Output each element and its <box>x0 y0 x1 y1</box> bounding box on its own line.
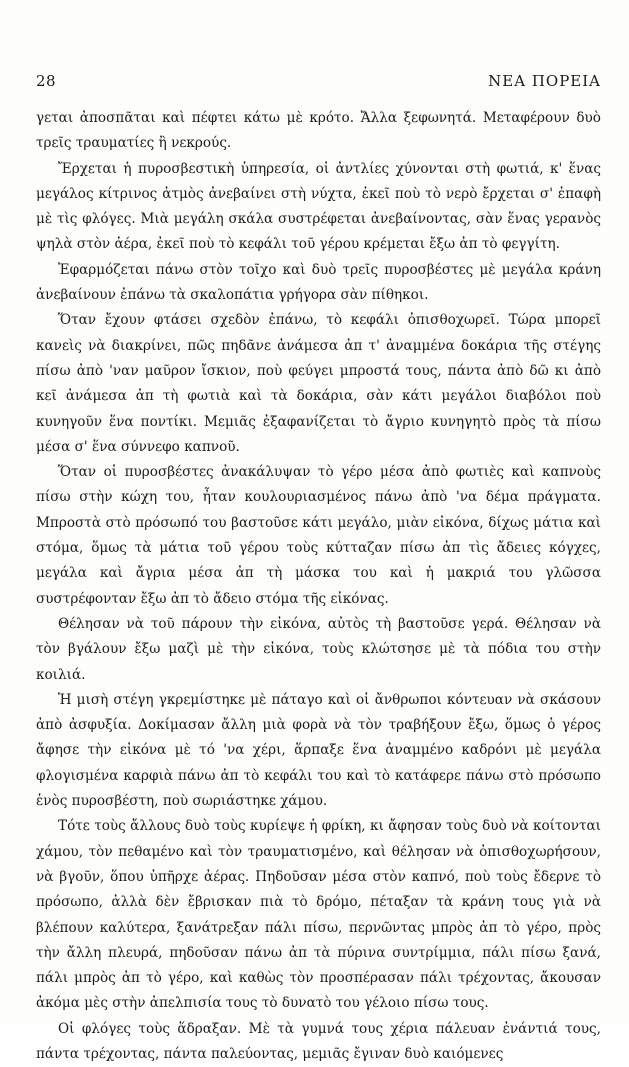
paragraph: Ἐφαρμόζεται πάνω στὸν τοῖχο καὶ δυὸ τρεῖς πυροσβέστες μὲ μεγάλα κράνη ἀνεβαίνουν ἐπάνω τὰ σκαλοπάτια γρήγορα σὰν πίθηκοι. <box>36 261 601 304</box>
paragraph: Ἡ μισὴ στέγη γκρεμίστηκε μὲ πάταγο καὶ οἱ ἄνθρωποι κόντευαν νὰ σκάσουν ἀπὸ ἀσφυξία. Δοκίμασαν ἄλλη μιὰ φορὰ νὰ τὸν τραβήξουν ἔξω, ὅμως ὁ γέρος ἄφησε τὴν εἰκόνα μὲ τό 'να χέρι, ἅρπαξε ἕνα ἀναμμένο καδρόνι μὲ μεγάλα φλογισμένα καρφιὰ πάνω ἀπ τὸ κεφάλι του καὶ τὸ κατάφερε πάνω στὸ πρόσωπο ἑνὸς πυροσβέστη, ποὺ σωριάστηκε χάμου. <box>36 691 601 810</box>
paragraph: Ὅταν ἔχουν φτάσει σχεδὸν ἐπάνω, τὸ κεφάλι ὀπισθοχωρεῖ. Τώρα μπορεῖ κανεὶς νὰ διακρίνει, πῶς πηδᾶνε ἀνάμεσα ἀπ τ' ἀναμμένα δοκάρια τῆς στέγης πίσω ἀπὸ 'ναν μαῦρον ἴσκιον, ποὺ φεύγει μπροστά τους, πάντα ἀπὸ δῶ κι ἀπὸ κεῖ ἀνάμεσα ἀπ τὴ φωτιὰ καὶ τὰ δοκάρια, σὰν κάτι μεγάλοι διαβόλοι ποὺ κυνηγοῦν ἕνα ποντίκι. Μεμιᾶς ἐξαφανίζεται τὸ ἄγριο κυνηγητὸ πρὸς τὰ πίσω μέσα σ' ἕνα σύννεφο καπνοῦ. <box>36 312 601 455</box>
paragraph: Οἱ φλόγες τοὺς ἅδραξαν. Μὲ τὰ γυμνά τους χέρια πάλευαν ἐνάντιά τους, πάντα τρέχοντας, πάντα παλεύοντας, μεμιᾶς ἔγιναν δυὸ καιόμενες <box>36 1020 601 1062</box>
paragraph: Τότε τοὺς ἄλλους δυὸ τοὺς κυρίεψε ἡ φρίκη, κι ἄφησαν τοὺς δυὸ νὰ κοίτονται χάμου, τὸν πεθαμένο καὶ τὸν τραυματισμένο, καὶ θέλησαν νὰ ὀπισθοχωρήσουν, νὰ βγοῦν, ὅπου ὑπῆρχε ἀέρας. Πηδοῦσαν μέσα στὸν καπνό, ποὺ τοὺς ἔδερνε τὸ πρόσωπο, ἀλλὰ δὲν ἔβρισκαν πιὰ τὸ δρόμο, πέταξαν τὰ κράνη τους γιὰ νὰ βλέπουν καλύτερα, ξανάτρεξαν πάλι πίσω, περνῶντας μπρὸς ἀπ τὸ γέρο, πρὸς τὴν ἄλλη πλευρά, πηδοῦσαν πάνω ἀπ τὰ πύρινα συντρίμμια, πάλι πίσω ξανά, πάλι μπρὸς ἀπ τὸ γέρο, καὶ καθὼς τὸν προσπέρασαν πάλι τρέχοντας, ἄκουσαν ἀκόμα μὲς στὴν ἀπελπισία τους τὸ δυνατὸ του γέλοιο πίσω τους. <box>36 818 601 1012</box>
paragraph: Ὅταν οἱ πυροσβέστες ἀνακάλυψαν τὸ γέρο μέσα ἀπὸ φωτιὲς καὶ καπνοὺς πίσω στὴν κώχη του, ἦταν κουλουριασμένος πάνω ἀπὸ 'να δέμα πράγματα. Μπροστὰ στὸ πρόσωπό του βαστοῦσε κάτι μεγάλο, μιὰν εἰκόνα, δίχως μάτια καὶ στόμα, ὅμως τὰ μάτια τοῦ γέρου τοὺς κύτταζαν πίσω ἀπ τὶς ἄδειες κόγχες, μεγάλα καὶ ἄγρια μέσα ἀπ τὴ μάσκα του καὶ ἡ μακριά του γλῶσσα συστρέφονταν ἔξω ἀπ τὸ ἄδειο στόμα τῆς εἰκόνας. <box>36 464 601 607</box>
body-text <box>36 106 601 1067</box>
paragraph: Θέλησαν νὰ τοῦ πάρουν τὴν εἰκόνα, αὐτὸς τὴ βαστοῦσε γερά. Θέλησαν νὰ τὸν βγάλουν ἔξω μαζὶ μὲ τὴν εἰκόνα, τοὺς κλώτσησε μὲ τὰ πόδια του στὴν κοιλιά. <box>36 615 601 683</box>
running-title: ΝΕΑ ΠΟΡΕΙΑ <box>488 72 601 90</box>
page-number: 28 <box>36 72 57 90</box>
paragraph: Ἔρχεται ἡ πυροσβεστικὴ ὑπηρεσία, οἱ ἀντλίες χύνονται στὴ φωτιά, κ' ἕνας μεγάλος κίτρινος ἀτμὸς ἀνεβαίνει στὴ νύχτα, ἐκεῖ ποὺ τὸ νερὸ ἔρχεται σ' ἐπαφὴ μὲ τὶς φλόγες. Μιὰ μεγάλη σκάλα συστρέφεται ἀνεβαίνοντας, σὰν ἕνας γερανὸς ψηλὰ στὸν ἀέρα, ἐκεῖ ποὺ τὸ κεφάλι τοῦ γέρου κρέμεται ἔξω ἀπ τὸ φεγγίτη. <box>36 160 601 253</box>
page-header <box>36 72 601 94</box>
paragraph: γεται ἀποσπᾶται καὶ πέφτει κάτω μὲ κρότο. Ἄλλα ξεφωνητά. Μεταφέρουν δυὸ τρεῖς τραυματίες ἢ νεκρούς. <box>36 110 601 152</box>
